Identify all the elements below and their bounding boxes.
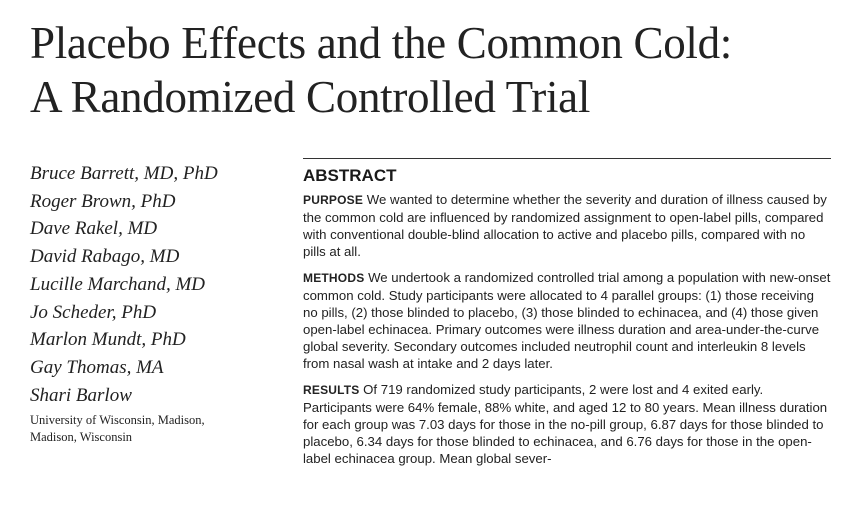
purpose-label: PURPOSE [303, 193, 364, 207]
author-name: Marlon Mundt, PhD [30, 329, 186, 351]
affiliation-line-2: Madison, Wisconsin [30, 430, 133, 445]
abstract-results [303, 381, 831, 467]
title-line-2: A Randomized Controlled Trial [30, 72, 591, 122]
abstract-methods [303, 269, 831, 372]
author-name: David Rabago, MD [30, 246, 180, 268]
methods-label: METHODS [303, 271, 365, 285]
author-name: Dave Rakel, MD [30, 218, 158, 240]
article-title [30, 16, 850, 124]
author-name: Jo Scheder, PhD [30, 301, 157, 323]
purpose-text: We wanted to determine whether the severity and duration of illness caused by the common cold are influenced by randomized assignment to open-label pills, compared with conventional double-blind allocation to active and placebo pills, compared with no pills at all. [303, 192, 827, 259]
author-name: Gay Thomas, MA [30, 356, 164, 378]
affiliation-line-1: University of Wisconsin, Madison, [30, 413, 205, 428]
author-affiliation [30, 412, 280, 446]
abstract-heading: ABSTRACT [303, 166, 397, 185]
author-name: Shari Barlow [30, 384, 132, 406]
results-text: Of 719 randomized study participants, 2 were lost and 4 exited early. Participants were 64% female, 88% white, and aged 12 to 80 years. Mean illness duration for each group was 7.03 days for those in the no-pill group, 6.87 days for those blinded to placebo, 6.34 days for those blinded to echinacea, and 6.76 days for those in the open-label echinacea group. Mean global sever- [303, 382, 828, 466]
author-list [30, 160, 280, 446]
methods-text: We undertook a randomized controlled trial among a population with new-onset common cold. Study participants were allocated to 4 parallel groups: (1) those receiving no pills, (2) those blinded to placebo, (3) those blinded to echinacea, and (4) those given open-label echinacea. Primary outcomes were illness duration and area-under-the-curve global severity. Secondary outcomes included neutrophil count and interleukin 8 levels from nasal wash at intake and 2 days later. [303, 270, 831, 371]
author-name: Roger Brown, PhD [30, 190, 176, 212]
abstract-purpose [303, 191, 831, 260]
abstract-section [303, 158, 831, 476]
results-label: RESULTS [303, 383, 360, 397]
author-name: Bruce Barrett, MD, PhD [30, 163, 218, 184]
author-name: Lucille Marchand, MD [30, 273, 206, 295]
title-line-1: Placebo Effects and the Common Cold: [30, 18, 732, 68]
